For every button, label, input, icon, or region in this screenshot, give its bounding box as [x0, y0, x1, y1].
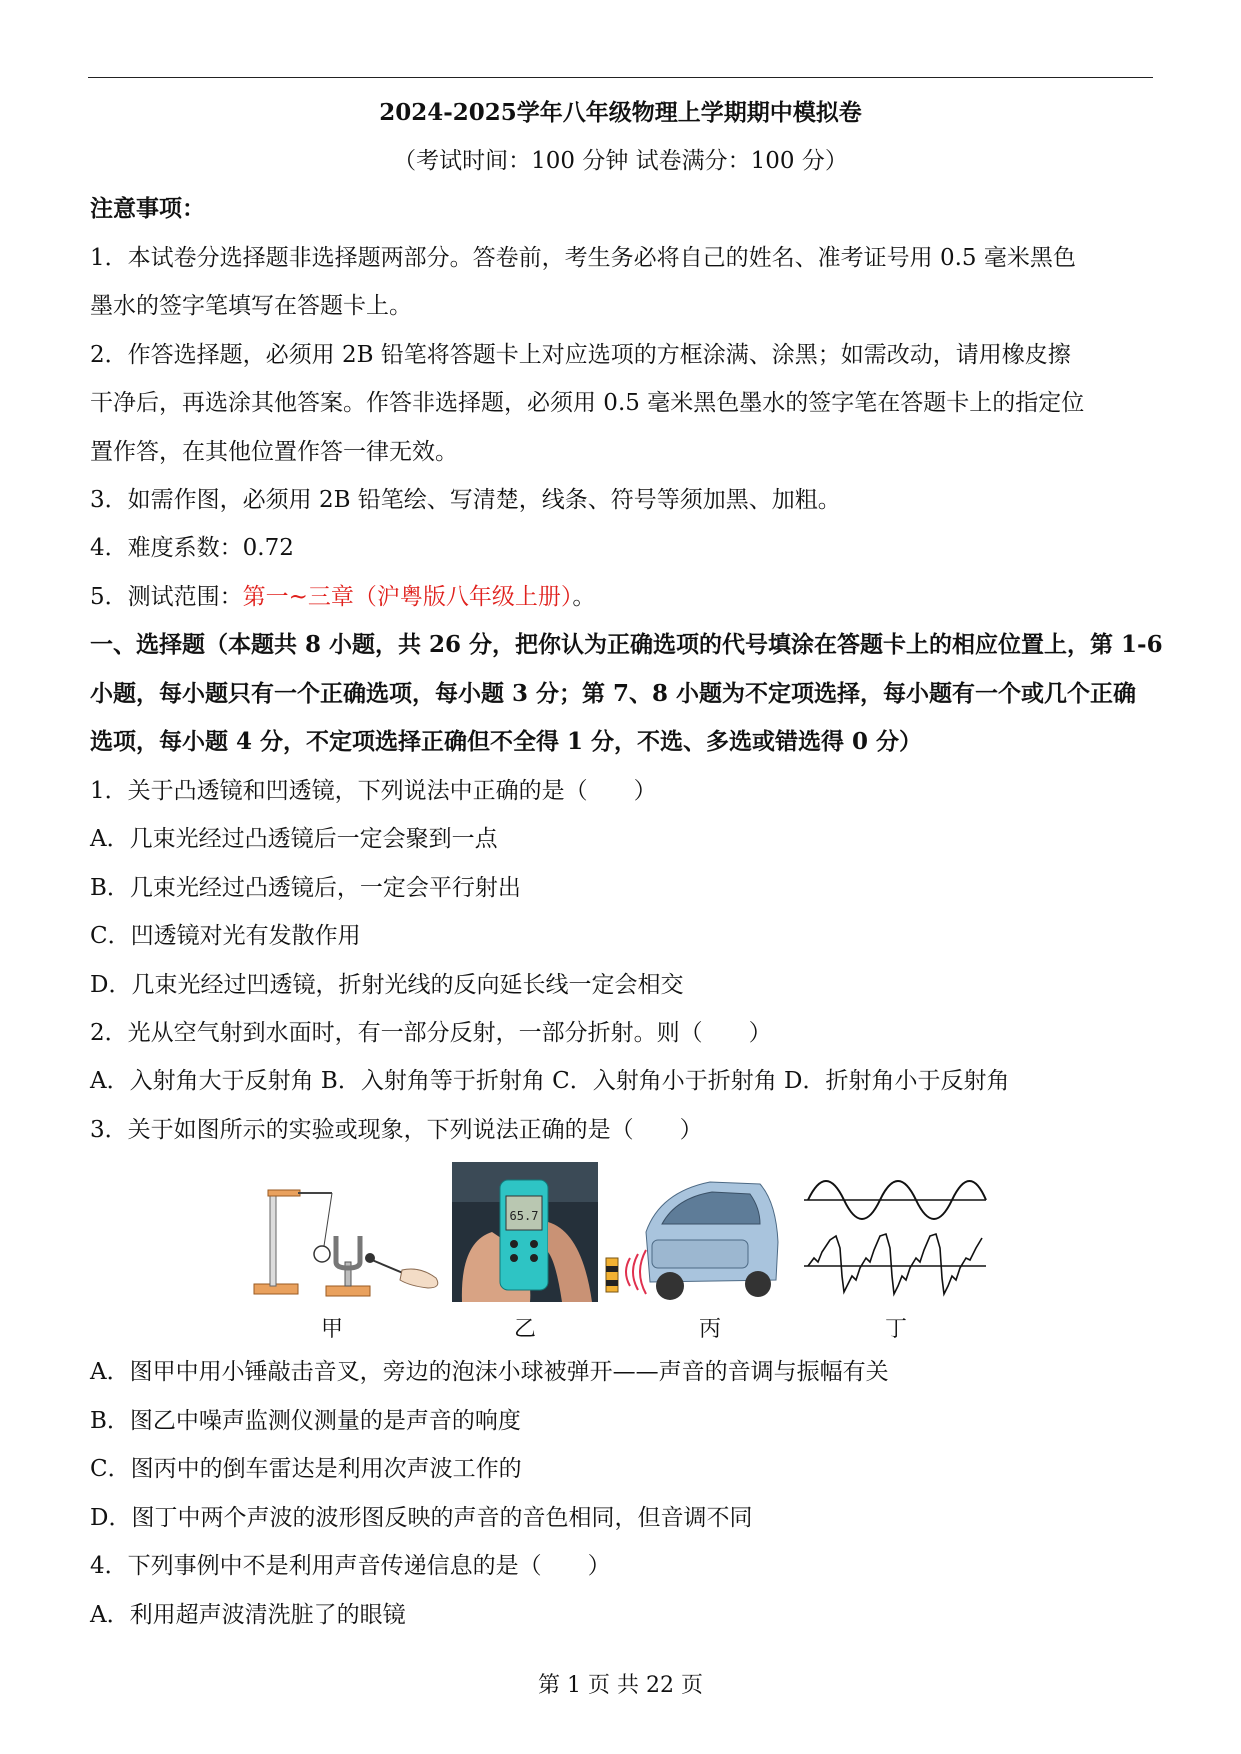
q1-stem: 1．关于凸透镜和凹透镜，下列说法中正确的是（ ） [90, 778, 657, 804]
q3-figures [0, 1162, 1241, 1342]
figure-label-yi: 乙 [513, 1317, 536, 1342]
q4-stem: 4．下列事例中不是利用声音传递信息的是（ ） [90, 1553, 611, 1579]
q2-options: A．入射角大于反射角 B．入射角等于折射角 C．入射角小于折射角 D．折射角小于反射角 [90, 1068, 1010, 1094]
notice-line: 置作答，在其他位置作答一律无效。 [90, 439, 458, 465]
page-footer: 第 1 页 共 22 页 [538, 1673, 703, 1698]
q4-option: A．利用超声波清洗脏了的眼镜 [90, 1602, 406, 1628]
section-heading-line: 小题，每小题只有一个正确选项，每小题 3 分；第 7、8 小题为不定项选择，每小题有一个或几个正确 [90, 680, 1137, 707]
q3-option: D．图丁中两个声波的波形图反映的声音的音色相同，但音调不同 [90, 1505, 753, 1531]
notice-scope-line [90, 582, 1155, 612]
reversing-radar-figure [600, 1162, 785, 1307]
q2-stem: 2．光从空气射到水面时，有一部分反射，一部分折射。则（ ） [90, 1020, 772, 1046]
figure-label-jia: 甲 [320, 1317, 343, 1342]
q1-option: D．几束光经过凹透镜，折射光线的反向延长线一定会相交 [90, 972, 684, 998]
q1-option: C．凹透镜对光有发散作用 [90, 923, 361, 949]
page-subtitle: （考试时间：100 分钟 试卷满分：100 分） [393, 148, 848, 174]
q1-option: A．几束光经过凸透镜后一定会聚到一点 [90, 826, 498, 852]
q3-option: A．图甲中用小锤敲击音叉，旁边的泡沫小球被弹开——声音的音调与振幅有关 [90, 1359, 889, 1385]
scope-suffix: 。 [572, 584, 596, 610]
scope-prefix: 5．测试范围： [90, 584, 243, 610]
notice-line: 2．作答选择题，必须用 2B 铅笔将答题卡上对应选项的方框涂满、涂黑；如需改动，请用橡皮擦 [90, 342, 1071, 368]
notice-heading: 注意事项： [90, 195, 205, 222]
q1-option: B．几束光经过凸透镜后，一定会平行射出 [90, 875, 521, 901]
section-heading-line: 一、选择题（本题共 8 小题，共 26 分，把你认为正确选项的代号填涂在答题卡上的相应位置上，第 1-6 [90, 631, 1163, 658]
tuning-fork-figure [250, 1176, 450, 1306]
meter-reading: 65.7 [509, 1209, 539, 1223]
header-rule [88, 77, 1153, 78]
notice-line: 墨水的签字笔填写在答题卡上。 [90, 293, 412, 319]
section-heading-line: 选项，每小题 4 分，不定项选择正确但不全得 1 分，不选、多选或错选得 0 分） [90, 728, 923, 755]
notice-line: 1．本试卷分选择题非选择题两部分。答卷前，考生务必将自己的姓名、准考证号用 0.5 毫米黑色 [90, 245, 1076, 271]
q3-option: B．图乙中噪声监测仪测量的是声音的响度 [90, 1408, 521, 1434]
figure-label-ding: 丁 [884, 1317, 907, 1342]
notice-line: 3．如需作图，必须用 2B 铅笔绘、写清楚，线条、符号等须加黑、加粗。 [90, 487, 841, 513]
page-title: 2024-2025学年八年级物理上学期期中模拟卷 [379, 99, 862, 126]
figure-label-bing: 丙 [698, 1317, 721, 1342]
scope-text: 第一~三章（沪粤版八年级上册） [242, 584, 573, 610]
q3-option: C．图丙中的倒车雷达是利用次声波工作的 [90, 1456, 522, 1482]
waveform-figure [800, 1166, 990, 1306]
notice-line: 4．难度系数：0.72 [90, 535, 294, 561]
q3-stem: 3．关于如图所示的实验或现象，下列说法正确的是（ ） [90, 1117, 703, 1143]
noise-meter-figure [452, 1162, 598, 1302]
notice-line: 干净后，再选涂其他答案。作答非选择题，必须用 0.5 毫米黑色墨水的签字笔在答题卡上的指定位 [90, 390, 1085, 416]
